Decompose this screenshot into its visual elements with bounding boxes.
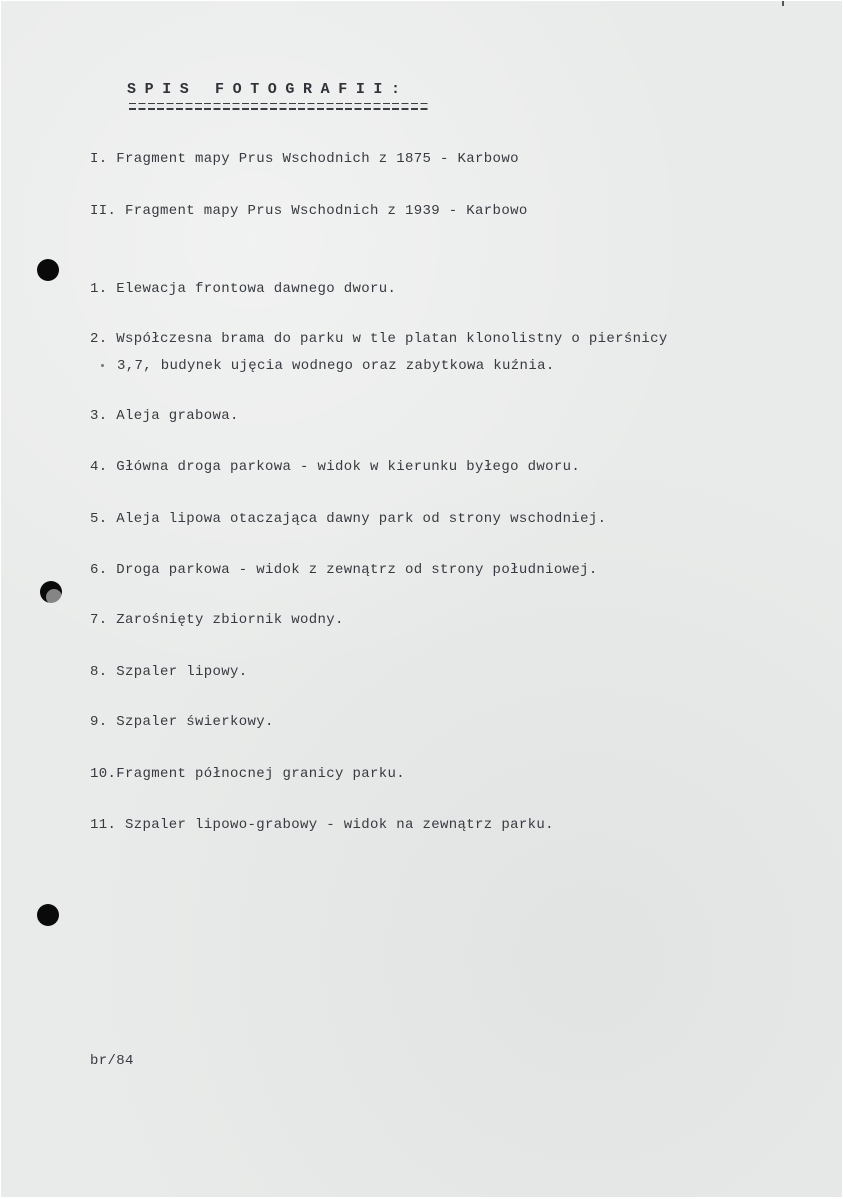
list-item: 1. Elewacja frontowa dawnego dworu. — [90, 281, 397, 297]
list-item: 5. Aleja lipowa otaczająca dawny park od strony wschodniej. — [90, 511, 607, 527]
list-item: 10.Fragment północnej granicy parku. — [90, 766, 406, 782]
list-item: 9. Szpaler świerkowy. — [90, 714, 274, 730]
list-item: 6. Droga parkowa - widok z zewnątrz od strony południowej. — [90, 562, 598, 578]
punch-hole-top — [37, 259, 59, 281]
stray-mark — [101, 364, 104, 367]
list-item: 4. Główna droga parkowa - widok w kierunku byłego dworu. — [90, 459, 581, 475]
list-item: 2. Współczesna brama do parku w tle platan klonolistny o pierśnicy — [90, 331, 668, 347]
punch-hole-bottom — [37, 904, 59, 926]
reference-signature: br/84 — [90, 1053, 134, 1069]
title-underline — [129, 103, 429, 110]
list-item: 3. Aleja grabowa. — [90, 408, 239, 424]
map-entry-2: II. Fragment mapy Prus Wschodnich z 1939 - Karbowo — [90, 203, 528, 219]
corner-mark — [782, 1, 784, 6]
map-entry-1: I. Fragment mapy Prus Wschodnich z 1875 - Karbowo — [90, 151, 519, 167]
document-page — [1, 1, 842, 1197]
punch-hole-middle — [40, 581, 62, 603]
list-item-continuation: 3,7, budynek ujęcia wodnego oraz zabytkowa kuźnia. — [117, 358, 555, 374]
list-item: 8. Szpaler lipowy. — [90, 664, 248, 680]
document-title: SPIS FOTOGRAFII: — [127, 81, 409, 98]
list-item: 11. Szpaler lipowo-grabowy - widok na zewnątrz parku. — [90, 817, 554, 833]
list-item: 7. Zarośnięty zbiornik wodny. — [90, 612, 344, 628]
